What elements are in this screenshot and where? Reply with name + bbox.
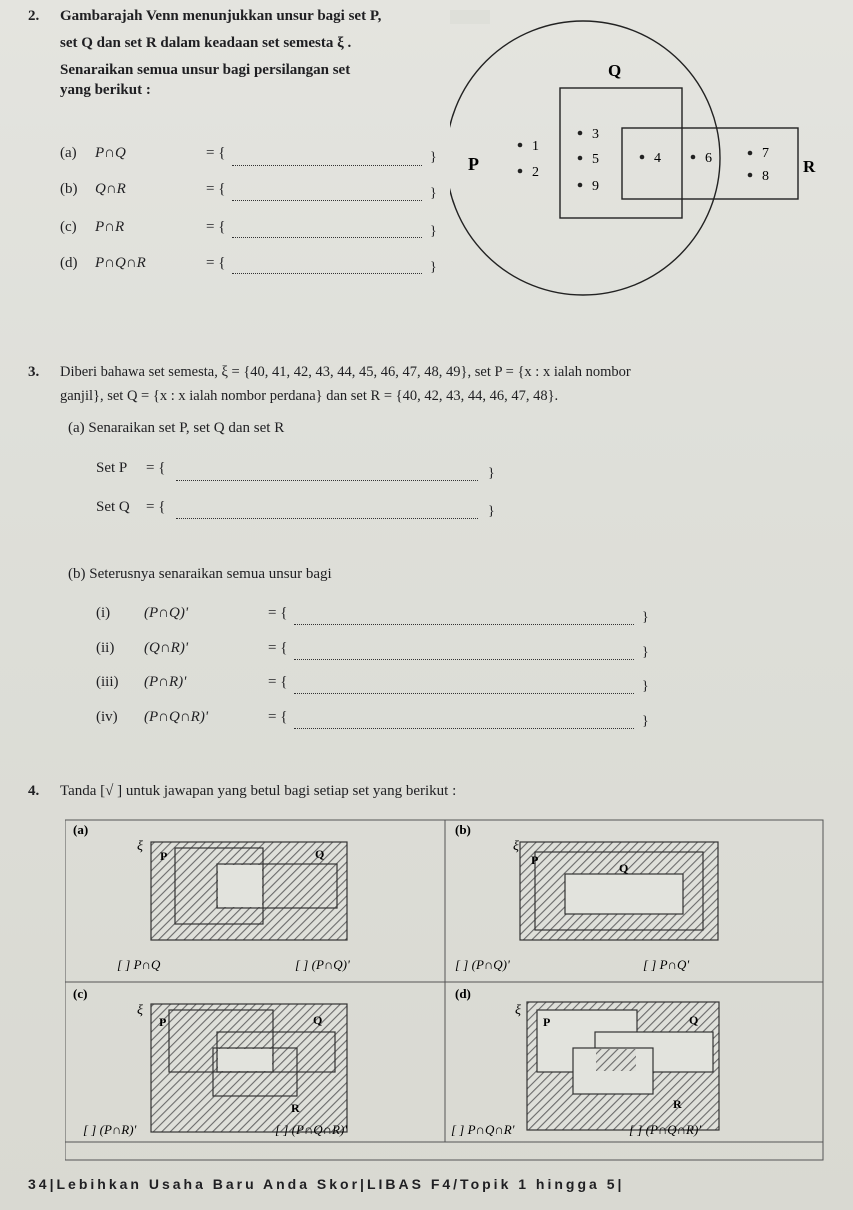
q4-panel-b-p: P — [531, 853, 539, 867]
q2-line4: yang berikut : — [60, 82, 151, 98]
q2-item-c-label: (c) — [60, 219, 77, 235]
q3-setQ-label: Set Q — [96, 499, 130, 515]
venn-element: 2 — [532, 165, 539, 180]
q3-line2: ganjil}, set Q = {x : x ialah nombor perdana} dan set R = {40, 42, 43, 44, 46, 47, 48}. — [60, 388, 559, 404]
q4-panel-d-r: R — [673, 1097, 682, 1111]
q3-item-ii-close: } — [642, 645, 649, 660]
q3-item-iii-expr: (P∩R)' — [144, 674, 187, 690]
q4-panel-c-q: Q — [313, 1013, 323, 1027]
q4-panel-c-label: (c) — [73, 986, 88, 1001]
q2-number: 2. — [28, 8, 40, 24]
q3-item-i-answer-line[interactable] — [294, 624, 634, 625]
q4-title: Tanda [√ ] untuk jawapan yang betul bagi setiap set yang berikut : — [60, 783, 457, 799]
q2-item-a-label: (a) — [60, 145, 77, 161]
venn-element: 3 — [592, 127, 599, 142]
q2-item-c-answer-line[interactable] — [232, 237, 422, 238]
q3-item-iii-close: } — [642, 679, 649, 694]
q2-item-c-close: } — [430, 224, 437, 239]
q2-item-c-eq: = { — [206, 219, 226, 235]
q3-item-iv-eq: = { — [268, 709, 288, 725]
q3-item-iii-eq: = { — [268, 674, 288, 690]
q4-option-d1: [ ] P∩Q∩R' — [451, 1122, 515, 1137]
q4-option-c2: [ ] (P∩Q∩R)' — [275, 1122, 348, 1137]
venn-element: 6 — [705, 151, 712, 166]
q4-option-c1: [ ] (P∩R)' — [83, 1122, 137, 1137]
q2-item-d-close: } — [430, 260, 437, 275]
q4-panel-a-label: (a) — [73, 822, 89, 837]
q3-item-ii-expr: (Q∩R)' — [144, 640, 189, 656]
q4-number: 4. — [28, 783, 40, 799]
q4-panel-b-label: (b) — [455, 822, 471, 837]
q2-item-b-close: } — [430, 186, 437, 201]
q3-item-iv-close: } — [642, 714, 649, 729]
q2-item-d-expr: P∩Q∩R — [95, 255, 146, 271]
venn-element: 7 — [762, 146, 769, 161]
q3-item-ii-answer-line[interactable] — [294, 659, 634, 660]
q3-setP-label: Set P — [96, 460, 128, 476]
q2-line3: Senaraikan semua unsur bagi persilangan set — [60, 62, 351, 78]
q4-option-a1: [ ] P∩Q — [117, 957, 161, 972]
venn-element: 9 — [592, 179, 599, 194]
q3-setP-answer-line[interactable] — [176, 480, 478, 481]
q4-option-b1: [ ] (P∩Q)' — [455, 957, 510, 972]
q4-panel-d-p: P — [543, 1015, 551, 1029]
q3-item-i-expr: (P∩Q)' — [144, 605, 189, 621]
q4-answer-grid — [65, 812, 825, 1162]
q3-item-iv-answer-line[interactable] — [294, 728, 634, 729]
q3-setQ-close: } — [488, 504, 495, 519]
q4-option-a2: [ ] (P∩Q)' — [295, 957, 350, 972]
q4-panel-c-p: P — [159, 1015, 167, 1029]
q3-setP-close: } — [488, 466, 495, 481]
q3-item-i-eq: = { — [268, 605, 288, 621]
q2-item-a-close: } — [430, 150, 437, 165]
q3-item-ii-eq: = { — [268, 640, 288, 656]
q2-item-a-expr: P∩Q — [95, 145, 126, 161]
q2-item-b-eq: = { — [206, 181, 226, 197]
q3-b-label: (b) Seterusnya senaraikan semua unsur bagi — [68, 566, 332, 582]
q2-item-d-answer-line[interactable] — [232, 273, 422, 274]
venn-circle-p — [450, 21, 720, 295]
q3-setQ-answer-line[interactable] — [176, 518, 478, 519]
venn-label-p: P — [468, 154, 479, 174]
venn-element: 5 — [592, 152, 599, 167]
q2-item-b-answer-line[interactable] — [232, 200, 422, 201]
venn-element: 8 — [762, 169, 769, 184]
q4-panel-d-label: (d) — [455, 986, 471, 1001]
q2-line2: set Q dan set R dalam keadaan set semesta ξ . — [60, 35, 352, 51]
q3-item-iv-expr: (P∩Q∩R)' — [144, 709, 209, 725]
q2-item-a-answer-line[interactable] — [232, 165, 422, 166]
q2-line1: Gambarajah Venn menunjukkan unsur bagi set P, — [60, 8, 382, 24]
q3-setP-eq: = { — [146, 460, 166, 476]
venn-label-q: Q — [608, 61, 622, 80]
venn-label-r: R — [803, 157, 816, 176]
q4-option-b2: [ ] P∩Q' — [643, 957, 690, 972]
venn-element: 4 — [654, 151, 661, 166]
q4-panel-a-q: Q — [315, 847, 325, 861]
q2-item-b-label: (b) — [60, 181, 78, 197]
q4-panel-c-xi: ξ — [137, 1003, 143, 1018]
q4-panel-a-p: P — [160, 849, 168, 863]
q3-item-iii-label: (iii) — [96, 674, 119, 690]
venn-element: 1 — [532, 139, 539, 154]
q3-item-i-label: (i) — [96, 605, 111, 621]
q2-item-d-eq: = { — [206, 255, 226, 271]
q2-venn-diagram — [450, 10, 850, 310]
q3-item-i-close: } — [642, 610, 649, 625]
q3-a-label: (a) Senaraikan set P, set Q dan set R — [68, 420, 285, 436]
q4-panel-d-xi: ξ — [515, 1003, 521, 1018]
q3-number: 3. — [28, 364, 40, 380]
page-footer: 34|Lebihkan Usaha Baru Anda Skor|LIBAS F4/Topik 1 hingga 5| — [28, 1176, 625, 1192]
q4-panel-c-r: R — [291, 1101, 300, 1115]
q3-item-iii-answer-line[interactable] — [294, 693, 634, 694]
q3-item-iv-label: (iv) — [96, 709, 118, 725]
q3-line1: Diberi bahawa set semesta, ξ = {40, 41, 42, 43, 44, 45, 46, 47, 48, 49}, set P = {x : x ialah nombor — [60, 364, 631, 380]
q2-item-d-label: (d) — [60, 255, 78, 271]
q3-item-ii-label: (ii) — [96, 640, 115, 656]
q2-item-a-eq: = { — [206, 145, 226, 161]
q4-panel-b-xi: ξ — [513, 839, 519, 854]
q4-panel-a-xi: ξ — [137, 839, 143, 854]
q4-panel-b-q: Q — [619, 861, 629, 875]
q3-setQ-eq: = { — [146, 499, 166, 515]
q4-panel-d-q: Q — [689, 1013, 699, 1027]
q2-item-c-expr: P∩R — [95, 219, 125, 235]
q2-item-b-expr: Q∩R — [95, 181, 126, 197]
q4-option-d2: [ ] (P∩Q∩R)' — [629, 1122, 702, 1137]
